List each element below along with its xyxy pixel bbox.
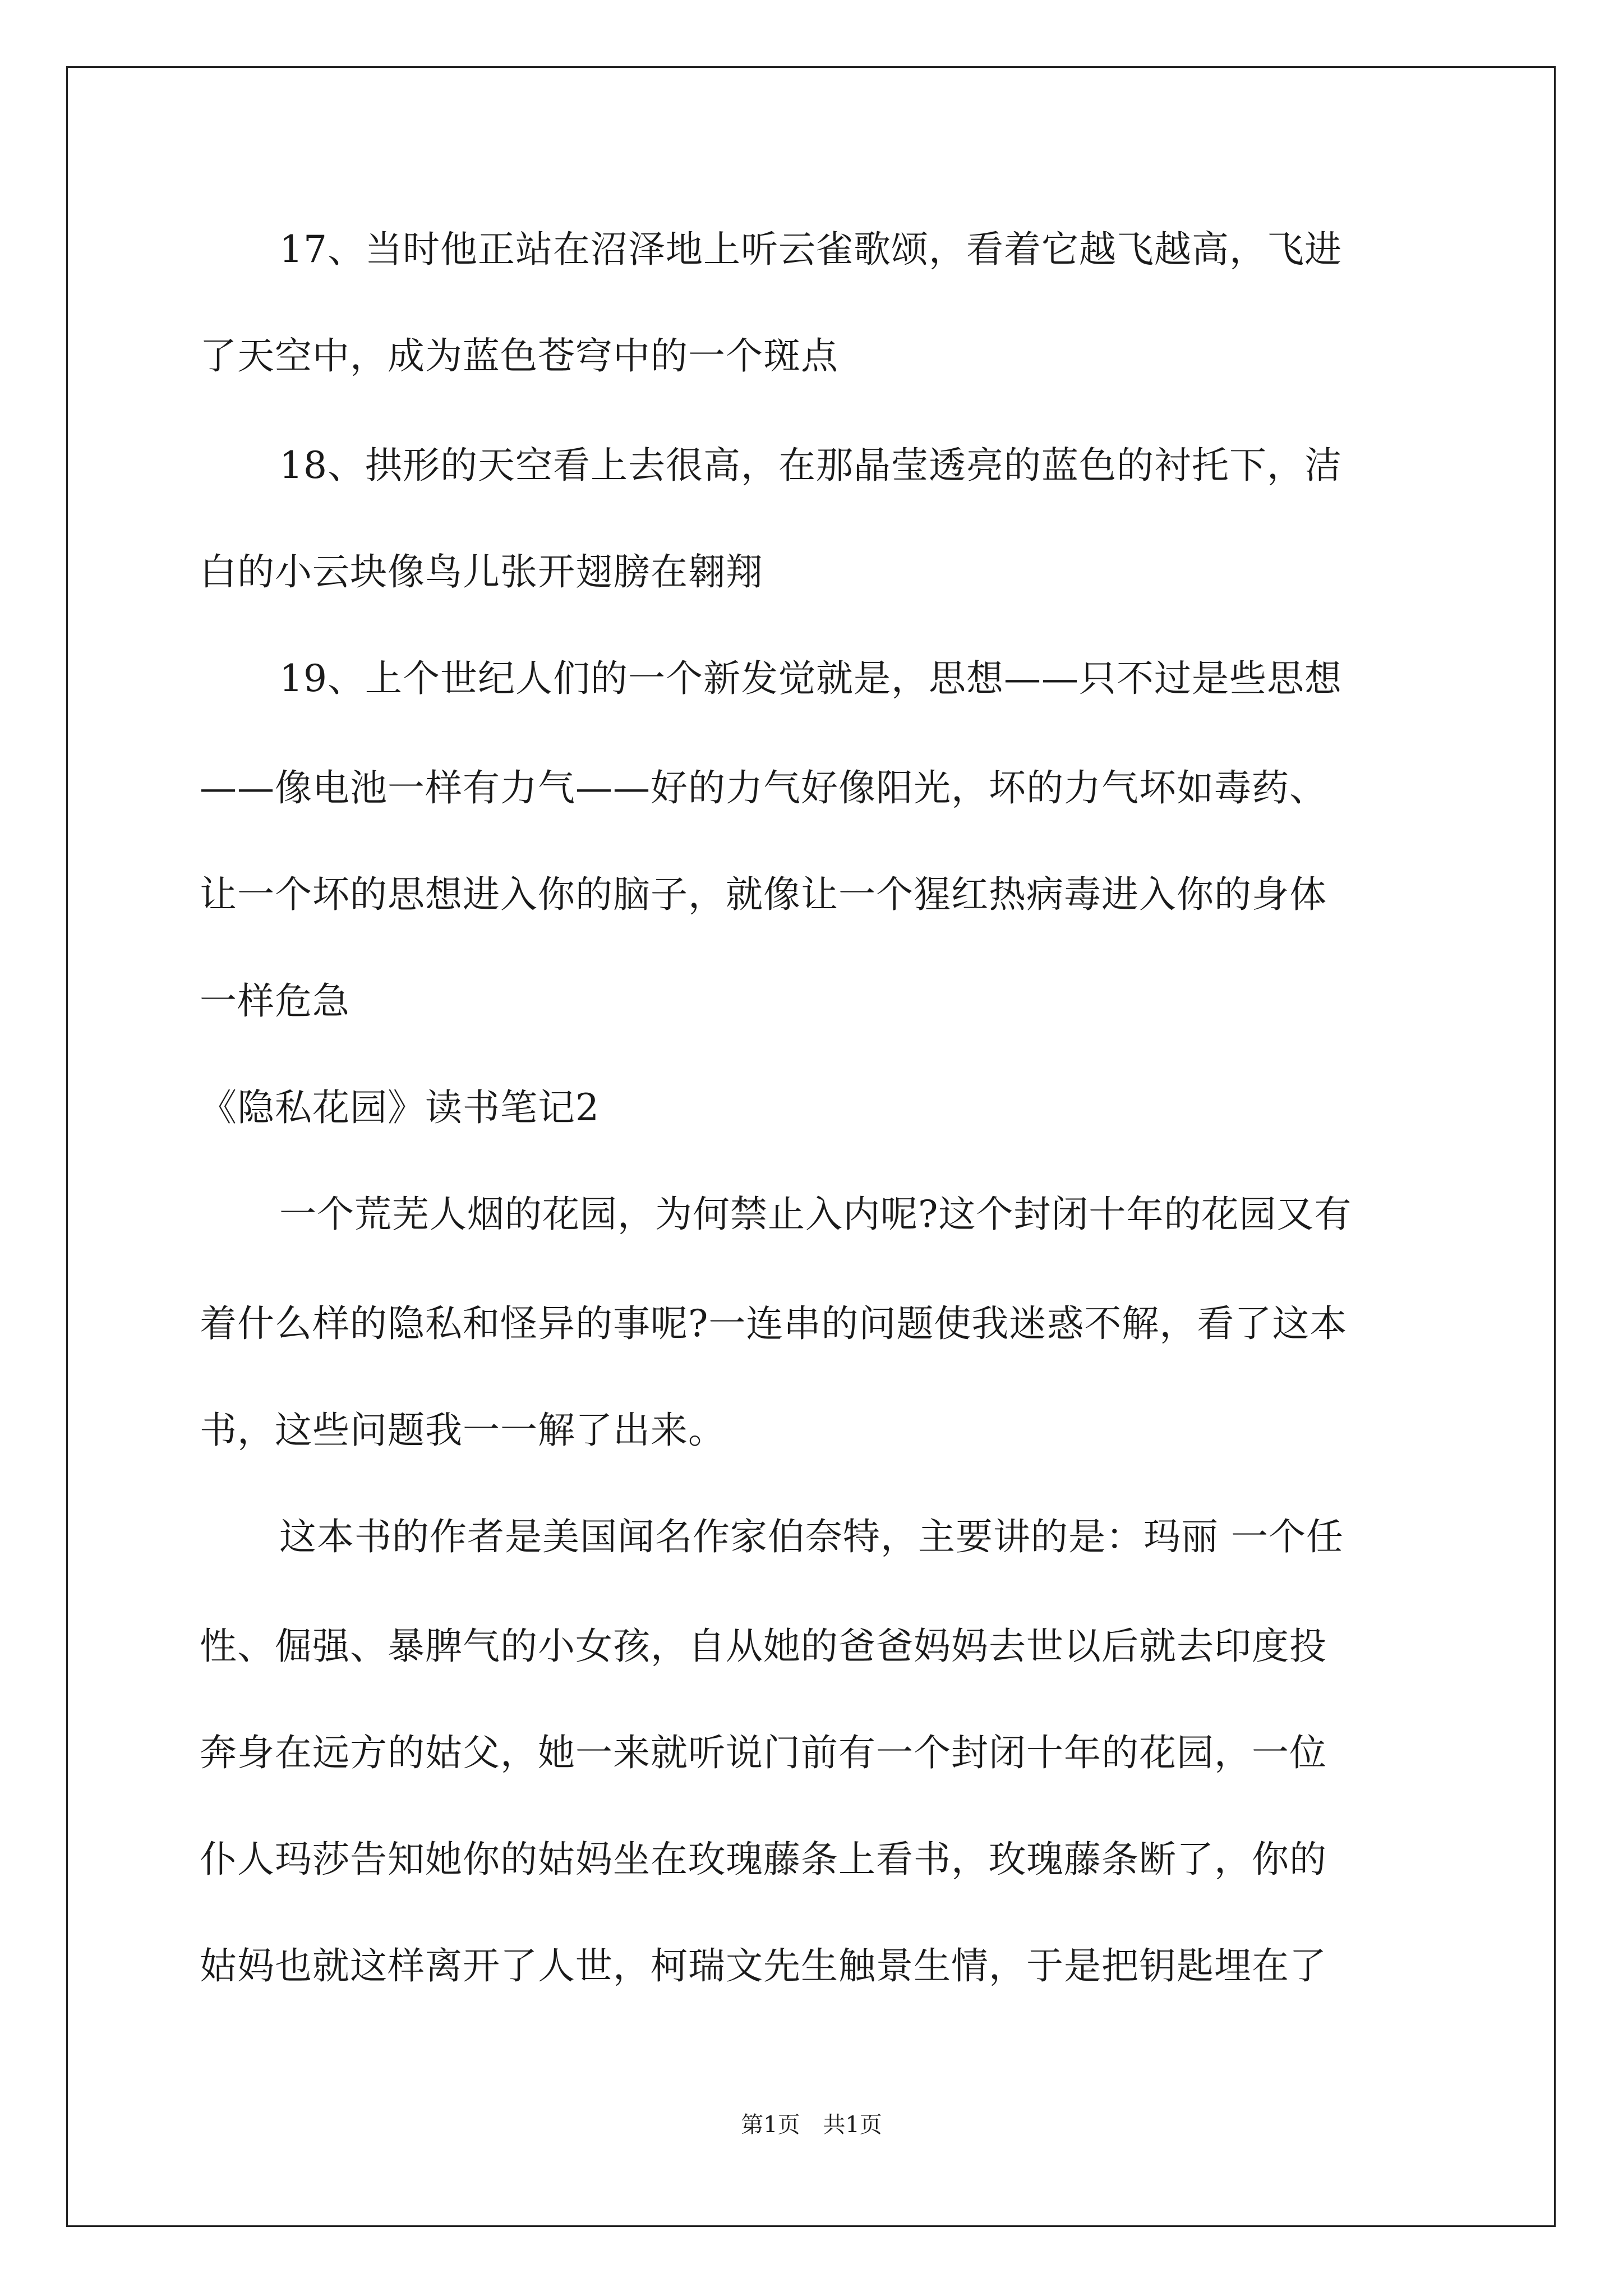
page-footer	[0, 2111, 1623, 2139]
text-line: 18、拱形的天空看上去很高，在那晶莹透亮的蓝色的衬托下，洁	[279, 444, 1342, 487]
text-line: 书，这些问题我一一解了出来。	[200, 1409, 726, 1452]
text-line: 一样危急	[200, 979, 350, 1023]
text-line: 一个荒芜人烟的花园，为何禁止入内呢?这个封闭十年的花园又有	[279, 1193, 1352, 1236]
text-line: 19、上个世纪人们的一个新发觉就是，思想——只不过是些思想	[279, 657, 1342, 700]
text-line: 着什么样的隐私和怪异的事呢?一连串的问题使我迷惑不解，看了这本	[200, 1302, 1348, 1345]
text-line: 奔身在远方的姑父，她一来就听说门前有一个封闭十年的花园，一位	[200, 1731, 1327, 1774]
text-line: ——像电池一样有力气——好的力气好像阳光，坏的力气坏如毒药、	[200, 766, 1327, 809]
text-line: 姑妈也就这样离开了人世，柯瑞文先生触景生情，于是把钥匙埋在了	[200, 1944, 1327, 1987]
text-line: 仆人玛莎告知她你的姑妈坐在玫瑰藤条上看书，玫瑰藤条断了，你的	[200, 1838, 1327, 1881]
text-line: 白的小云块像鸟儿张开翅膀在翱翔	[200, 550, 763, 593]
page-total: 共1页	[823, 2112, 882, 2138]
text-line: 这本书的作者是美国闻名作家伯奈特，主要讲的是：玛丽 一个任	[279, 1515, 1344, 1558]
page-border	[66, 66, 1556, 2227]
text-line: 让一个坏的思想进入你的脑子，就像让一个猩红热病毒进入你的身体	[200, 873, 1327, 916]
section-heading: 《隐私花园》读书笔记2	[200, 1086, 600, 1129]
text-line: 了天空中，成为蓝色苍穹中的一个斑点	[200, 334, 838, 378]
text-line: 性、倔强、暴脾气的小女孩，自从她的爸爸妈妈去世以后就去印度投	[200, 1625, 1327, 1668]
text-line: 17、当时他正站在沼泽地上听云雀歌颂，看着它越飞越高，飞进	[279, 228, 1342, 271]
page-number: 第1页	[741, 2112, 800, 2138]
